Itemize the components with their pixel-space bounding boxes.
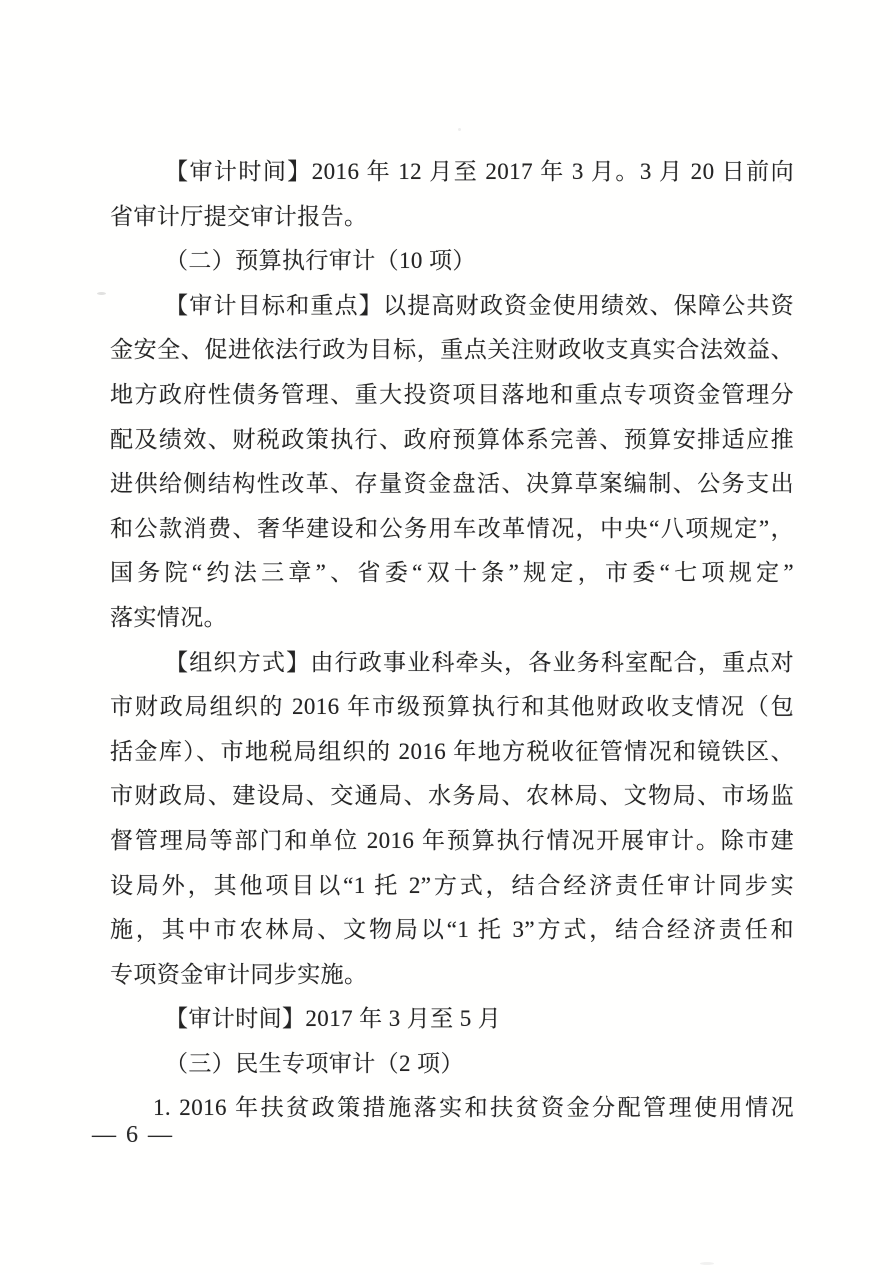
text-line: 【审计时间】2016 年 12 月至 2017 年 3 月。3 月 20 日前向 (165, 159, 794, 184)
text-line: 金安全、促进依法行政为目标，重点关注财政收支真实合法效益、 (110, 337, 794, 363)
text-line: 督管理局等部门和单位 2016 年预算执行情况开展审计。除市建 (110, 827, 794, 853)
text-line: （三）民生专项审计（2 项） (165, 1050, 464, 1076)
text-line: 市财政局、建设局、交通局、水务局、农林局、文物局、市场监 (110, 783, 794, 809)
text-line: 【审计时间】2017 年 3 月至 5 月 (165, 1006, 502, 1032)
scan-speck (683, 312, 689, 314)
text-line: 施，其中市农林局、文物局以“1 托 3”方式，结合经济责任和 (110, 917, 794, 943)
text-line: 【审计目标和重点】以提高财政资金使用绩效、保障公共资 (165, 292, 794, 318)
text-line: 【组织方式】由行政事业科牵头，各业务科室配合，重点对 (165, 649, 794, 675)
text-line: 设局外，其他项目以“1 托 2”方式，结合经济责任审计同步实 (110, 872, 794, 898)
text-line: 和公款消费、奢华建设和公务用车改革情况，中央“八项规定”， (110, 515, 794, 541)
document-body (110, 150, 794, 1131)
text-line: 落实情况。 (110, 604, 227, 630)
text-line: 市财政局组织的 2016 年市级预算执行和其他财政收支情况（包 (110, 694, 794, 720)
text-line: 进供给侧结构性改革、存量资金盘活、决算草案编制、公务支出 (110, 471, 794, 497)
text-line: （二）预算执行审计（10 项） (165, 248, 476, 274)
scan-speck (779, 180, 782, 183)
text-line: 专项资金审计同步实施。 (110, 961, 368, 987)
text-line: 1. 2016 年扶贫政策措施落实和扶贫资金分配管理使用情况 (153, 1095, 794, 1121)
text-line: 省审计厅提交审计报告。 (110, 203, 368, 229)
page-number: — 6 — (92, 1122, 174, 1148)
scan-speck (700, 1262, 714, 1265)
scan-speck (97, 292, 106, 295)
scan-speck (458, 128, 461, 131)
text-line: 国务院“约法三章”、省委“双十条”规定，市委“七项规定” (110, 560, 794, 586)
text-line: 配及绩效、财税政策执行、政府预算体系完善、预算安排适应推 (110, 426, 794, 452)
text-line: 括金库）、市地税局组织的 2016 年地方税收征管情况和镜铁区、 (110, 738, 794, 764)
text-line: 地方政府性债务管理、重大投资项目落地和重点专项资金管理分 (110, 381, 794, 407)
